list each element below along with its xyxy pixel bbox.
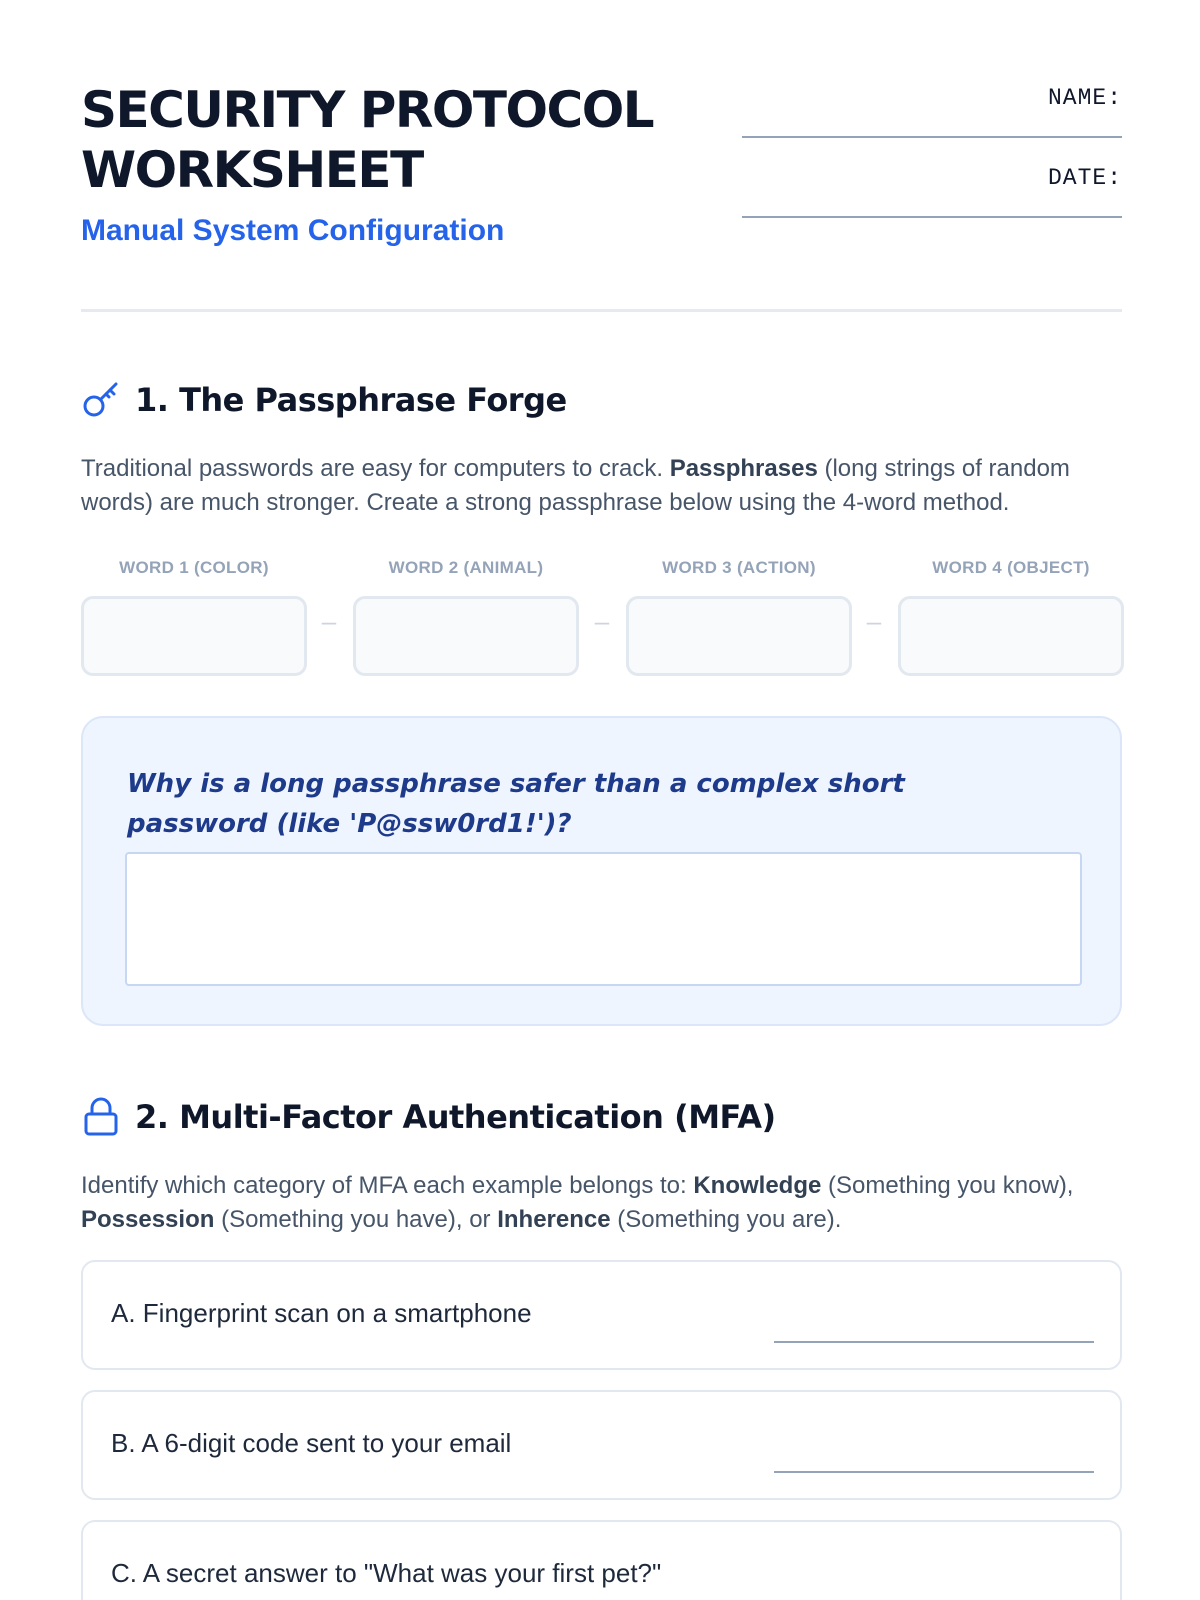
word-3: [626, 558, 852, 676]
lock-icon: [81, 1097, 121, 1137]
term-inherence: Inherence: [497, 1206, 611, 1233]
word-4-input[interactable]: [898, 596, 1124, 676]
term-desc: (Something you are).: [610, 1206, 842, 1233]
date-row: [742, 160, 1122, 240]
mfa-answer-line[interactable]: [774, 1341, 1094, 1343]
word-1: [81, 558, 307, 676]
word-4: [898, 558, 1124, 676]
word-1-input[interactable]: [81, 596, 307, 676]
term-knowledge: Knowledge: [693, 1172, 822, 1199]
word-4-label: WORD 4 (OBJECT): [932, 558, 1090, 577]
word-2: [353, 558, 579, 676]
word-3-label: WORD 3 (ACTION): [662, 558, 816, 577]
key-icon: [81, 380, 121, 420]
date-field[interactable]: [742, 216, 1122, 218]
section-1-title: 1. The Passphrase Forge: [135, 381, 567, 419]
mfa-answer-line[interactable]: [774, 1471, 1094, 1473]
word-2-label: WORD 2 (ANIMAL): [388, 558, 544, 577]
term-desc: (Something you have), or: [214, 1206, 498, 1233]
reflection-answer-box[interactable]: [125, 852, 1082, 986]
word-separator: –: [594, 606, 610, 636]
term-desc: (Something you know),: [821, 1172, 1074, 1199]
reflection-question: Why is a long passphrase safer than a complex short password (like 'P@ssw0rd1!')?: [127, 769, 905, 839]
mfa-item-b: [81, 1390, 1122, 1500]
header-divider: [81, 309, 1122, 312]
word-1-label: WORD 1 (COLOR): [119, 558, 269, 577]
title-line-1: SECURITY PROTOCOL: [81, 81, 654, 139]
intro-text: Identify which category of MFA each example belongs to:: [81, 1172, 694, 1199]
section-2-intro: [81, 1169, 1122, 1237]
reflection-callout: [81, 716, 1122, 1026]
student-info: [742, 80, 1122, 240]
mfa-item-a: [81, 1260, 1122, 1370]
term-possession: Possession: [81, 1206, 215, 1233]
intro-bold: Passphrases: [669, 455, 818, 482]
worksheet-header: [81, 0, 1122, 312]
section-2-title: 2. Multi-Factor Authentication (MFA): [135, 1098, 776, 1136]
page-title: [81, 80, 653, 200]
section-2-heading: [81, 1097, 776, 1137]
mfa-item-text: A. Fingerprint scan on a smartphone: [111, 1298, 532, 1328]
name-label: NAME:: [1047, 85, 1122, 111]
section-1-heading: [81, 380, 567, 420]
mfa-item-text: B. A 6-digit code sent to your email: [111, 1428, 512, 1458]
name-field[interactable]: [742, 136, 1122, 138]
word-separator: –: [866, 606, 882, 636]
mfa-item-c: [81, 1520, 1122, 1600]
word-2-input[interactable]: [353, 596, 579, 676]
date-label: DATE:: [1047, 165, 1122, 191]
section-1-intro: [81, 452, 1122, 520]
mfa-item-text: C. A secret answer to "What was your first pet?": [111, 1558, 662, 1588]
worksheet-page: [81, 0, 1122, 1588]
title-line-2: WORKSHEET: [81, 141, 423, 199]
word-separator: –: [321, 606, 337, 636]
name-row: [742, 80, 1122, 160]
page-subtitle: Manual System Configuration: [81, 214, 505, 247]
intro-text: Traditional passwords are easy for computers to crack.: [81, 455, 670, 482]
intro-text-cont: (long strings of random words) are much stronger. Create a strong passphrase below using the 4-word method.: [81, 455, 1070, 516]
word-3-input[interactable]: [626, 596, 852, 676]
